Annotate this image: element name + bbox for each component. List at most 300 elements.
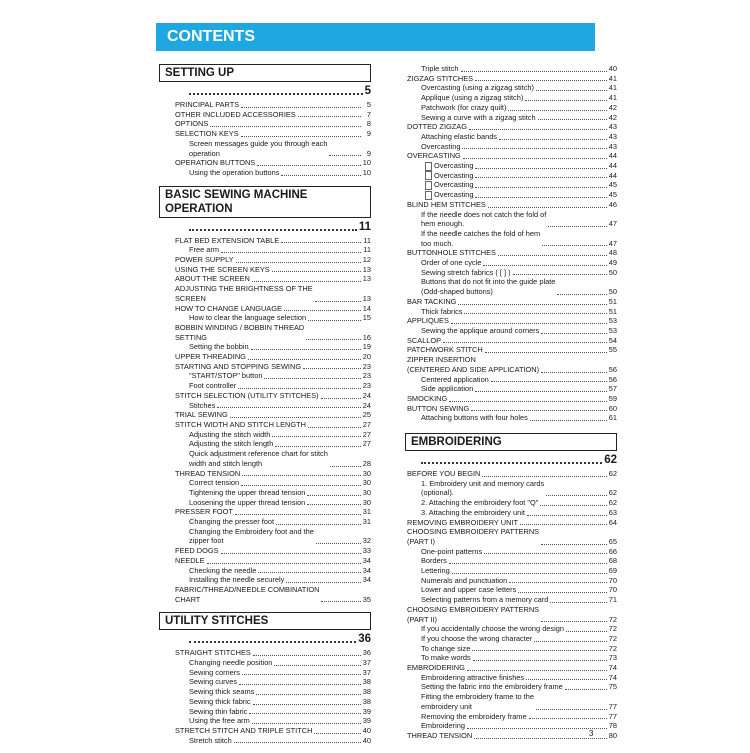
toc-entry[interactable] [175, 527, 371, 546]
toc-entry[interactable] [407, 731, 617, 741]
toc-entry[interactable] [175, 517, 371, 527]
toc-entry-title: Sewing a curve with a zigzag stitch [421, 112, 536, 122]
toc-entry-title: Selecting patterns from a memory card [421, 595, 549, 605]
toc-entry-title: Foot controller [189, 381, 237, 391]
toc-entry[interactable] [175, 255, 371, 265]
toc-entry-title: FABRIC/THREAD/NEEDLE COMBINATION CHART [175, 584, 320, 604]
leader-dots [251, 349, 361, 350]
leader-dots [221, 553, 361, 554]
toc-entry-page: 62 [608, 469, 617, 479]
toc-entry[interactable] [175, 677, 371, 687]
toc-entry[interactable] [175, 556, 371, 566]
toc-entry-title: Thick fabrics [421, 306, 463, 316]
toc-entry[interactable] [407, 605, 617, 624]
toc-entry[interactable] [407, 375, 617, 385]
toc-continued-list [405, 64, 617, 423]
toc-entry-page: 71 [608, 595, 617, 605]
toc-section [159, 186, 371, 605]
toc-left-column [159, 64, 371, 753]
toc-entry[interactable] [407, 634, 617, 644]
toc-entry-title: Changing the Embroidery foot and the zipper foot [189, 526, 314, 546]
toc-entry[interactable] [407, 180, 617, 190]
toc-entry[interactable] [407, 692, 617, 711]
section-page-line [175, 220, 371, 234]
toc-entry-page: 30 [362, 478, 371, 488]
leader-dots [238, 388, 361, 389]
page-number: 3 [589, 729, 594, 738]
toc-entry[interactable] [175, 129, 371, 139]
toc-entry-page: 27 [362, 419, 371, 429]
toc-entry[interactable] [175, 313, 371, 323]
toc-entry[interactable] [407, 132, 617, 142]
toc-entry-page: 12 [362, 255, 371, 265]
toc-entry-title: To change size [421, 643, 471, 653]
leader-dots [242, 674, 361, 675]
toc-entry[interactable] [407, 479, 617, 498]
leader-dots [483, 265, 606, 266]
toc-entry[interactable] [407, 518, 617, 528]
toc-entry-title: Screen messages guide you through each operation [189, 138, 328, 158]
toc-entry[interactable] [407, 384, 617, 394]
section-heading[interactable]: SETTING UP [159, 64, 371, 82]
toc-entry-page: 34 [362, 555, 371, 565]
toc-entry-title: Setting the fabric into the embroidery frame [421, 682, 563, 692]
toc-entry-page: 23 [362, 361, 371, 371]
toc-entry[interactable] [175, 168, 371, 178]
leader-dots [306, 339, 361, 340]
toc-entry[interactable] [407, 248, 617, 258]
toc-entry[interactable] [407, 64, 617, 74]
toc-entry-page: 75 [608, 682, 617, 692]
toc-entry[interactable] [175, 687, 371, 697]
toc-entry-title: Overcasting [421, 141, 461, 151]
toc-entry-title: OPTIONS [175, 119, 209, 129]
leader-dots [235, 514, 361, 515]
toc-entry-title: Attaching buttons with four holes [421, 413, 528, 423]
toc-entry[interactable] [407, 74, 617, 84]
toc-entry[interactable] [407, 200, 617, 210]
toc-entry-title: Sewing stretch fabrics ( [ ] ) [421, 267, 511, 277]
section-heading[interactable]: BASIC SEWING MACHINE OPERATION [159, 186, 371, 218]
toc-entry[interactable] [407, 229, 617, 248]
leader-dots [264, 378, 360, 379]
toc-entry[interactable] [175, 488, 371, 498]
toc-entry[interactable] [407, 210, 617, 229]
toc-entry-title: HOW TO CHANGE LANGUAGE [175, 303, 282, 313]
leader-dots [499, 139, 607, 140]
toc-entry[interactable] [407, 326, 617, 336]
toc-entry-page: 72 [608, 614, 617, 624]
toc-entry-page: 56 [608, 374, 617, 384]
section-heading[interactable]: UTILITY STITCHES [159, 612, 371, 630]
toc-entry-page: 74 [608, 663, 617, 673]
toc-entry[interactable] [407, 93, 617, 103]
toc-entry-title: STRETCH STITCH AND TRIPLE STITCH [175, 725, 313, 735]
toc-entry[interactable] [175, 323, 371, 342]
toc-entry-page: 9 [366, 129, 371, 139]
leader-dots [475, 187, 606, 188]
toc-entry[interactable] [175, 469, 371, 479]
toc-entry-title: Using the operation buttons [189, 167, 280, 177]
leader-dots [449, 563, 607, 564]
leader-dots [274, 665, 360, 666]
toc-entry[interactable] [175, 274, 371, 284]
toc-entry-page: 51 [608, 296, 617, 306]
toc-entry-page: 66 [608, 546, 617, 556]
toc-entry-title: OTHER INCLUDED ACCESSORIES [175, 109, 296, 119]
toc-entry-title: Fitting the embroidery frame to the embroidery unit [421, 692, 534, 711]
toc-entry[interactable] [175, 119, 371, 129]
toc-entry-title: STARTING AND STOPPING SEWING [175, 361, 302, 371]
leader-dots [189, 229, 357, 231]
toc-entry[interactable] [175, 736, 371, 746]
toc-entry-page: 37 [362, 658, 371, 668]
toc-entry-page: 38 [362, 696, 371, 706]
toc-entry-page: 54 [608, 335, 617, 345]
toc-entry-page: 34 [362, 575, 371, 585]
stitch-icon [425, 181, 432, 190]
leader-dots [530, 420, 607, 421]
toc-entry-title: Overcasting [434, 170, 474, 180]
toc-entry-page: 30 [362, 468, 371, 478]
leader-dots [221, 252, 361, 253]
section-heading[interactable]: EMBROIDERING [405, 433, 617, 451]
toc-entry-title: Tightening the upper thread tension [189, 487, 306, 497]
toc-entry[interactable] [175, 100, 371, 110]
leader-dots [258, 572, 360, 573]
leader-dots [526, 679, 607, 680]
toc-entry-page: 34 [362, 565, 371, 575]
toc-entry[interactable] [407, 404, 617, 414]
toc-entry[interactable] [175, 391, 371, 401]
toc-entry-title: 2. Attaching the embroidery foot "Q" [421, 498, 539, 508]
toc-entry[interactable] [175, 371, 371, 381]
toc-entry[interactable] [407, 336, 617, 346]
leader-dots [303, 368, 361, 369]
toc-entry[interactable] [407, 151, 617, 161]
toc-entry-page: 31 [362, 517, 371, 527]
leader-dots [488, 207, 607, 208]
toc-entry[interactable] [407, 547, 617, 557]
toc-entry[interactable] [175, 478, 371, 488]
toc-entry-page: 39 [362, 716, 371, 726]
toc-entry[interactable] [407, 268, 617, 278]
toc-entry-title: BAR TACKING [407, 296, 457, 306]
leader-dots [467, 728, 607, 729]
toc-entry[interactable] [407, 682, 617, 692]
toc-entry-title: CHOOSING EMBROIDERY PATTERNS (PART I) [407, 527, 540, 546]
stitch-icon [425, 162, 432, 171]
toc-entry-title: 1. Embroidery unit and memory cards (optional). [421, 478, 545, 498]
leader-dots [548, 226, 606, 227]
toc-entry[interactable] [175, 507, 371, 517]
toc-entry[interactable] [407, 345, 617, 355]
leader-dots [308, 427, 361, 428]
toc-entry-page: 72 [608, 624, 617, 634]
toc-entry-title: BLIND HEM STITCHES [407, 199, 486, 209]
toc-entry-page: 38 [362, 687, 371, 697]
toc-entry-page: 14 [362, 303, 371, 313]
leader-dots [421, 462, 602, 464]
toc-entry[interactable] [175, 575, 371, 585]
toc-entry[interactable] [407, 624, 617, 634]
toc-entry[interactable] [407, 644, 617, 654]
toc-entry-page: 51 [608, 306, 617, 316]
toc-entry-title: TRIAL SEWING [175, 410, 228, 420]
toc-entry[interactable] [175, 352, 371, 362]
toc-entry-title: Order of one cycle [421, 258, 482, 268]
toc-entry[interactable] [407, 498, 617, 508]
leader-dots [241, 136, 361, 137]
leader-dots [286, 582, 360, 583]
leader-dots [256, 694, 360, 695]
leader-dots [449, 401, 607, 402]
toc-entry[interactable] [175, 110, 371, 120]
leader-dots [475, 391, 607, 392]
toc-entry-page: 68 [608, 556, 617, 566]
leader-dots [452, 573, 607, 574]
toc-entry-page: 55 [608, 345, 617, 355]
toc-entry-page: 7 [366, 109, 371, 119]
leader-dots [234, 742, 361, 743]
toc-entry[interactable] [407, 190, 617, 200]
toc-entry-page: 38 [362, 677, 371, 687]
toc-entry[interactable] [175, 707, 371, 717]
toc-entry-page: 56 [608, 364, 617, 374]
toc-entry[interactable] [407, 566, 617, 576]
toc-entry[interactable] [175, 546, 371, 556]
toc-entry-page: 27 [362, 439, 371, 449]
toc-entry-title: Quick adjustment reference chart for stitch width and stitch length [189, 449, 328, 468]
toc-entry[interactable] [175, 245, 371, 255]
toc-entry-title: Stitches [189, 400, 216, 410]
leader-dots [461, 71, 607, 72]
toc-entry[interactable] [407, 258, 617, 268]
leader-dots [508, 110, 606, 111]
toc-entry-page: 50 [608, 267, 617, 277]
toc-entry-page: 11 [363, 245, 371, 255]
leader-dots [298, 116, 361, 117]
toc-entry-title: SELECTION KEYS [175, 129, 239, 139]
toc-entry[interactable] [175, 566, 371, 576]
leader-dots [321, 601, 360, 602]
toc-entry-title: Removing the embroidery frame [421, 711, 527, 721]
toc-entry[interactable] [407, 122, 617, 132]
leader-dots [527, 515, 607, 516]
toc-entry-title: DOTTED ZIGZAG [407, 122, 467, 132]
toc-entry[interactable] [407, 277, 617, 296]
leader-dots [253, 655, 361, 656]
toc-entry-page: 20 [362, 352, 371, 362]
toc-entry-title: USING THE SCREEN KEYS [175, 264, 270, 274]
toc-entry[interactable] [407, 508, 617, 518]
toc-entry-page: 60 [608, 403, 617, 413]
leader-dots [540, 505, 606, 506]
toc-entry-page: 40 [362, 735, 371, 745]
toc-entry[interactable] [175, 284, 371, 303]
toc-entry[interactable] [407, 297, 617, 307]
leader-dots [281, 175, 360, 176]
toc-entry[interactable] [175, 697, 371, 707]
toc-entry[interactable] [175, 430, 371, 440]
toc-entry[interactable] [407, 394, 617, 404]
toc-entry[interactable] [175, 139, 371, 158]
toc-entry[interactable] [175, 648, 371, 658]
toc-entry-title: Sewing thick seams [189, 687, 255, 697]
toc-entry[interactable] [407, 556, 617, 566]
toc-entry-title: BUTTON SEWING [407, 403, 470, 413]
toc-entry-page: 53 [608, 316, 617, 326]
toc-entry-title: Stretch stitch [189, 735, 232, 745]
toc-entry[interactable] [175, 668, 371, 678]
toc-entry-page: 31 [362, 507, 371, 517]
toc-entry-page: 47 [608, 219, 617, 229]
leader-dots [252, 281, 361, 282]
toc-entry[interactable] [407, 142, 617, 152]
leader-dots [471, 410, 606, 411]
toc-entry[interactable] [175, 304, 371, 314]
toc-entry[interactable] [407, 653, 617, 663]
leader-dots [546, 495, 607, 496]
toc-entry[interactable] [175, 449, 371, 468]
toc-entry[interactable] [175, 658, 371, 668]
toc-entry-title: Free arm [189, 245, 219, 255]
toc-entry-title: OPERATION BUTTONS [175, 158, 256, 168]
toc-entry[interactable] [407, 307, 617, 317]
toc-entry[interactable] [175, 498, 371, 508]
toc-entry[interactable] [407, 469, 617, 479]
toc-entry-page: 9 [366, 148, 371, 158]
leader-dots [321, 398, 361, 399]
toc-entry-page: 74 [608, 672, 617, 682]
toc-entry-page: 10 [362, 158, 371, 168]
toc-entry[interactable] [407, 527, 617, 546]
toc-entry[interactable] [407, 103, 617, 113]
toc-entry-page: 19 [362, 342, 371, 352]
toc-entry-title: Sewing the applique around corners [421, 325, 540, 335]
leader-dots [509, 582, 606, 583]
toc-entry[interactable] [175, 726, 371, 736]
toc-entry[interactable] [407, 316, 617, 326]
section-page-line [175, 632, 371, 646]
toc-entry[interactable] [175, 381, 371, 391]
toc-entry[interactable] [175, 342, 371, 352]
toc-entry-page: 64 [608, 517, 617, 527]
section-page-number: 11 [358, 220, 371, 233]
toc-entry[interactable] [407, 576, 617, 586]
toc-entry-page: 11 [363, 235, 371, 245]
toc-entry[interactable] [407, 663, 617, 673]
toc-entry-title: Changing needle position [189, 658, 273, 668]
leader-dots [541, 621, 607, 622]
toc-entry-page: 27 [362, 429, 371, 439]
toc-entry-page: 44 [608, 151, 617, 161]
toc-entry[interactable] [407, 673, 617, 683]
toc-entry-page: 43 [608, 131, 617, 141]
toc-entry-title: ABOUT THE SCREEN [175, 274, 250, 284]
toc-entry-title: Numerals and punctuation [421, 575, 508, 585]
toc-entry-page: 62 [608, 498, 617, 508]
leader-dots [307, 504, 360, 505]
toc-entry-title: Buttons that do not fit into the guide plate (Odd-shaped buttons) [421, 277, 556, 297]
toc-entry[interactable] [407, 413, 617, 423]
toc-entry-page: 53 [608, 325, 617, 335]
toc-entry-page: 15 [362, 313, 371, 323]
leader-dots [463, 158, 607, 159]
toc-entry[interactable] [175, 716, 371, 726]
leader-dots [529, 718, 607, 719]
toc-entry[interactable] [175, 236, 371, 246]
toc-entry-page: 48 [608, 248, 617, 258]
toc-entry-page: 30 [362, 497, 371, 507]
contents-banner [156, 23, 595, 51]
leader-dots [276, 524, 361, 525]
toc-entry[interactable] [407, 171, 617, 181]
toc-entry-title: How to clear the language selection [189, 313, 307, 323]
toc-entry-title: Sewing curves [189, 677, 238, 687]
toc-entry[interactable] [175, 362, 371, 372]
toc-entry-title: Installing the needle securely [189, 575, 285, 585]
toc-entry[interactable] [407, 355, 617, 374]
leader-dots [464, 313, 606, 314]
toc-entry-title: FEED DOGS [175, 546, 219, 556]
toc-entry[interactable] [407, 585, 617, 595]
toc-entry[interactable] [175, 158, 371, 168]
leader-dots [443, 342, 607, 343]
toc-entry-title: Lettering [421, 566, 450, 576]
toc-entry-title: Overcasting [434, 161, 474, 171]
toc-entry-title: CHOOSING EMBROIDERY PATTERNS (PART II) [407, 604, 540, 624]
leader-dots [550, 602, 606, 603]
toc-entry-page: 8 [366, 119, 371, 129]
toc-entry[interactable] [175, 410, 371, 420]
toc-entry-title: BEFORE YOU BEGIN [407, 469, 481, 479]
toc-entry-title: ZIGZAG STITCHES [407, 73, 474, 83]
leader-dots [566, 631, 607, 632]
leader-dots [475, 168, 606, 169]
leader-dots [485, 352, 607, 353]
leader-dots [316, 543, 361, 544]
toc-entry[interactable] [407, 161, 617, 171]
toc-entry-title: Overcasting [434, 180, 474, 190]
toc-entry-title: ADJUSTING THE BRIGHTNESS OF THE SCREEN [175, 284, 313, 303]
toc-entry-page: 62 [608, 488, 617, 498]
toc-entry[interactable] [175, 265, 371, 275]
toc-entry-page: 78 [608, 721, 617, 731]
toc-entry[interactable] [407, 83, 617, 93]
toc-entry-page: 40 [608, 64, 617, 73]
toc-entry[interactable] [175, 439, 371, 449]
section-page-line [175, 84, 371, 98]
toc-entry-page: 24 [362, 400, 371, 410]
toc-entry-page: 25 [362, 410, 371, 420]
toc-entry-title: Sewing thick fabric [189, 696, 251, 706]
toc-entry[interactable] [407, 721, 617, 731]
toc-entry[interactable] [175, 401, 371, 411]
toc-entry[interactable] [407, 595, 617, 605]
leader-dots [275, 446, 361, 447]
toc-entry-page: 41 [608, 83, 617, 93]
toc-entry-page: 44 [608, 161, 617, 171]
toc-entry[interactable] [175, 420, 371, 430]
toc-entry[interactable] [407, 712, 617, 722]
toc-entry-title: Attaching elastic bands [421, 131, 498, 141]
toc-entry-title: To make words [421, 653, 471, 663]
toc-entry-page: 24 [362, 390, 371, 400]
toc-entry[interactable] [407, 113, 617, 123]
section-page-number: 5 [364, 85, 371, 97]
toc-entry[interactable] [175, 585, 371, 604]
